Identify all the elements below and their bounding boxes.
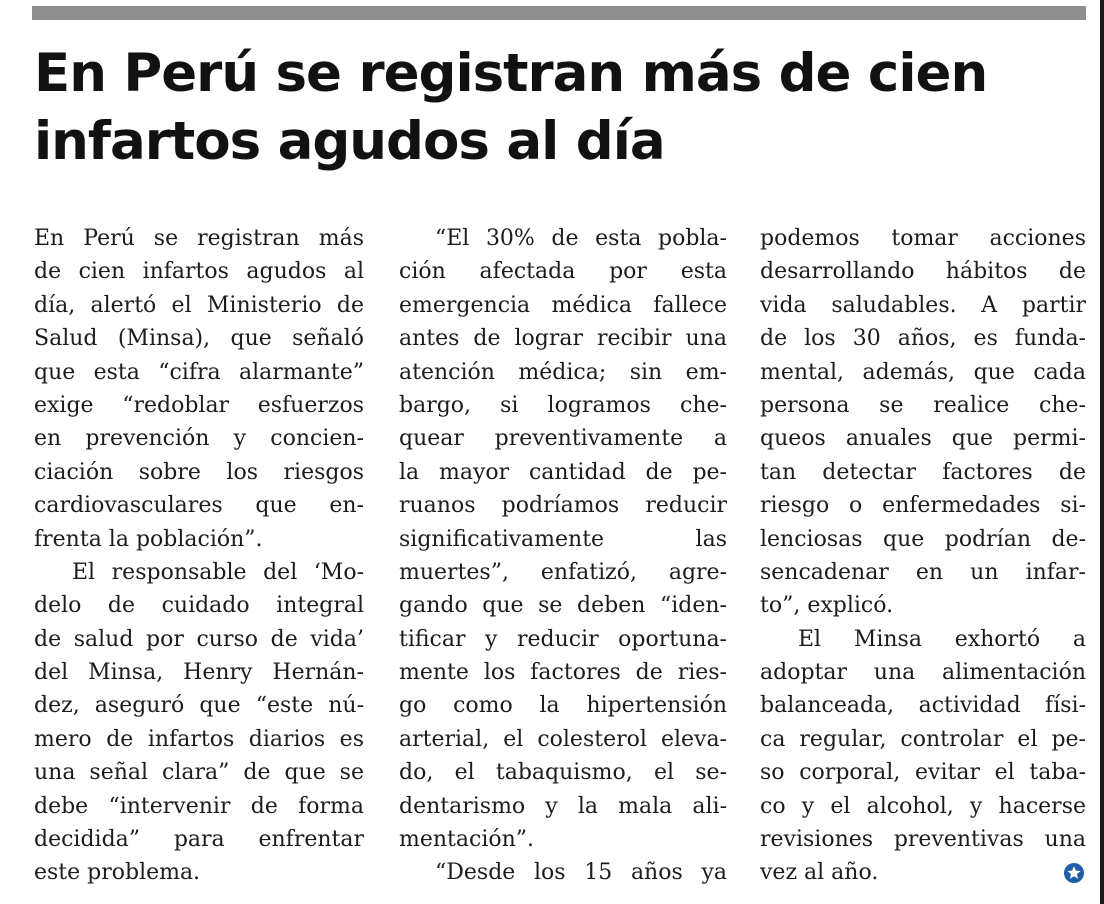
text-line: tan detectar factores de — [760, 459, 1086, 485]
text-line: mental, además, que cada — [760, 359, 1086, 385]
text-line: mentación”. — [399, 827, 535, 853]
text-line: una señal clara” de que se — [34, 760, 364, 786]
text-line: mero de infartos diarios es — [34, 726, 364, 752]
text-line: El Minsa exhortó a — [798, 626, 1086, 652]
text-line: sencadenar en un infar- — [760, 559, 1086, 585]
text-line: la mayor cantidad de pe- — [399, 459, 727, 485]
text-line: antes de lograr recibir una — [399, 326, 727, 352]
text-line: bargo, si logramos che- — [399, 392, 727, 418]
text-line: ciación sobre los riesgos — [34, 459, 364, 485]
text-line: “El 30% de esta pobla- — [435, 226, 727, 251]
text-line: muertes”, enfatizó, agre- — [399, 559, 727, 585]
text-line: gando que se deben “iden- — [399, 593, 727, 619]
text-line: atención médica; sin em- — [399, 359, 727, 385]
text-line: de salud por curso de vida’ — [34, 626, 364, 652]
text-line: cardiovasculares que en- — [34, 493, 364, 519]
article-column-1 — [34, 222, 364, 890]
text-line: día, alertó el Ministerio de — [34, 292, 364, 318]
text-line: podemos tomar acciones — [760, 226, 1086, 251]
text-line: de cien infartos agudos al — [34, 259, 364, 285]
text-line: en prevención y concien- — [34, 426, 364, 452]
text-line: de los 30 años, es funda- — [760, 326, 1086, 352]
text-line: del Minsa, Henry Hernán- — [34, 660, 364, 686]
text-line: persona se realice che- — [760, 392, 1086, 418]
text-line: arterial, el colesterol eleva- — [399, 726, 727, 752]
text-line: desarrollando hábitos de — [760, 259, 1086, 285]
text-line: queos anuales que permi- — [760, 426, 1086, 452]
text-line: do, el tabaquismo, el se- — [399, 760, 727, 786]
text-line: co y el alcohol, y hacerse — [760, 793, 1086, 819]
text-line: debe “intervenir de forma — [34, 793, 364, 819]
text-line: delo de cuidado integral — [34, 593, 364, 619]
text-line: vez al año. — [760, 860, 879, 886]
top-rule — [32, 6, 1086, 20]
text-line: ción afectada por esta — [399, 259, 727, 285]
page-edge — [1100, 0, 1104, 904]
text-line: decidida” para enfrentar — [34, 827, 364, 853]
text-line: tificar y reducir oportuna- — [399, 626, 727, 652]
text-line: quear preventivamente a — [399, 426, 727, 452]
end-of-article-icon — [1063, 862, 1085, 884]
text-line: mente los factores de ries- — [399, 660, 727, 686]
text-line: riesgo o enfermedades si- — [760, 493, 1086, 519]
article-column-3 — [760, 222, 1086, 890]
text-line: “Desde los 15 años ya — [435, 860, 727, 886]
text-line: En Perú se registran más — [34, 226, 364, 251]
text-line: to”, explicó. — [760, 593, 894, 619]
text-line: significativamente las — [399, 526, 727, 552]
text-line: ca regular, controlar el pe- — [760, 726, 1086, 752]
text-line: este problema. — [34, 860, 201, 886]
headline — [34, 40, 1084, 176]
text-line: revisiones preventivas una — [760, 827, 1086, 853]
text-line: vida saludables. A partir — [760, 292, 1086, 318]
text-line: El responsable del ‘Mo- — [72, 559, 364, 585]
text-line: adoptar una alimentación — [760, 660, 1086, 686]
text-line: ruanos podríamos reducir — [399, 493, 727, 519]
headline-line-1: En Perú se registran más de cien — [34, 43, 988, 104]
headline-line-2: infartos agudos al día — [34, 111, 665, 172]
text-line: Salud (Minsa), que señaló — [34, 326, 364, 352]
text-line: go como la hipertensión — [399, 693, 727, 719]
text-line: so corporal, evitar el taba- — [760, 760, 1086, 786]
text-line: que esta “cifra alarmante” — [34, 359, 364, 385]
text-line: frenta la población”. — [34, 526, 263, 552]
text-line: balanceada, actividad físi- — [760, 693, 1086, 719]
text-line: dez, aseguró que “este nú- — [34, 693, 364, 719]
text-line: dentarismo y la mala ali- — [399, 793, 727, 819]
text-line: lenciosas que podrían de- — [760, 526, 1086, 552]
text-line: emergencia médica fallece — [399, 292, 727, 318]
text-line: exige “redoblar esfuerzos — [34, 392, 364, 418]
article-column-2 — [399, 222, 727, 890]
